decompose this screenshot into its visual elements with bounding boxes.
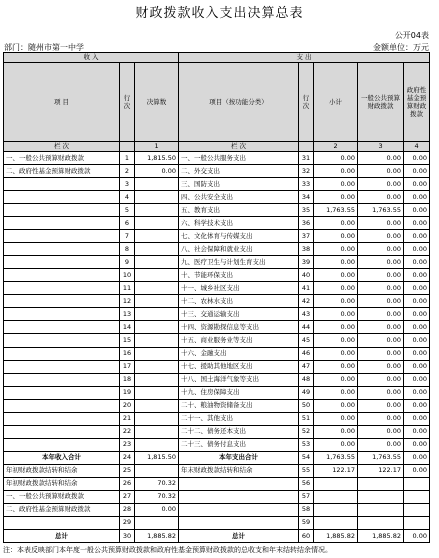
subtotal-value: 1,885.82 bbox=[314, 529, 358, 542]
income-item: 年初财政拨款结转和结余 bbox=[4, 477, 120, 490]
subtotal-value: 0.00 bbox=[314, 256, 358, 269]
income-line-no: 14 bbox=[120, 321, 135, 334]
income-amount bbox=[135, 295, 179, 308]
form-code: 公开04表 bbox=[394, 31, 429, 40]
subtotal-value: 0.00 bbox=[314, 334, 358, 347]
subtotal-value: 0.00 bbox=[314, 295, 358, 308]
expense-line-no: 48 bbox=[299, 373, 314, 386]
income-item bbox=[4, 373, 120, 386]
expense-item: 十八、国土海洋气象等支出 bbox=[179, 373, 299, 386]
table-row bbox=[4, 269, 430, 282]
income-amount bbox=[135, 308, 179, 321]
table-row bbox=[4, 386, 430, 399]
subtotal-value: 0.00 bbox=[314, 386, 358, 399]
expense-item: 总计 bbox=[179, 529, 299, 542]
table-row bbox=[4, 204, 430, 217]
expense-item: 八、社会保障和就业支出 bbox=[179, 243, 299, 256]
income-amount bbox=[135, 217, 179, 230]
income-amount bbox=[135, 178, 179, 191]
subtotal-value: 0.00 bbox=[314, 269, 358, 282]
subtotal-value: 0.00 bbox=[314, 152, 358, 165]
income-item bbox=[4, 321, 120, 334]
col-2: 2 bbox=[314, 141, 358, 151]
income-amount bbox=[135, 334, 179, 347]
subtotal-value: 0.00 bbox=[314, 399, 358, 412]
income-line-no: 16 bbox=[120, 347, 135, 360]
income-line-no: 5 bbox=[120, 204, 135, 217]
subtotal-value: 0.00 bbox=[314, 360, 358, 373]
gov-fund-value: 0.00 bbox=[404, 295, 430, 308]
income-item bbox=[4, 269, 120, 282]
income-item bbox=[4, 230, 120, 243]
income-amount bbox=[135, 438, 179, 451]
subtotal-value: 0.00 bbox=[314, 425, 358, 438]
subtotal-value: 0.00 bbox=[314, 217, 358, 230]
budget-table bbox=[3, 52, 430, 543]
expense-item: 二十三、债务付息支出 bbox=[179, 438, 299, 451]
gov-fund-value: 0.00 bbox=[404, 191, 430, 204]
table-row bbox=[4, 412, 430, 425]
table-row bbox=[4, 243, 430, 256]
table-row bbox=[4, 295, 430, 308]
general-budget-value: 0.00 bbox=[358, 243, 404, 256]
expense-line-no: 33 bbox=[299, 178, 314, 191]
table-row bbox=[4, 477, 430, 490]
income-line-header: 行次 bbox=[120, 63, 135, 142]
expense-item bbox=[179, 516, 299, 529]
income-amount bbox=[135, 386, 179, 399]
income-amount bbox=[135, 191, 179, 204]
expense-line-no: 41 bbox=[299, 282, 314, 295]
subtotal-value: 1,763.55 bbox=[314, 451, 358, 464]
expense-item: 十二、农林水支出 bbox=[179, 295, 299, 308]
general-budget-value: 0.00 bbox=[358, 425, 404, 438]
subtotal-value: 0.00 bbox=[314, 373, 358, 386]
column-label-left: 栏 次 bbox=[4, 141, 120, 151]
expense-line-no: 51 bbox=[299, 412, 314, 425]
table-row bbox=[4, 516, 430, 529]
general-budget-value: 0.00 bbox=[358, 360, 404, 373]
expense-item bbox=[179, 490, 299, 503]
expense-item: 二十、粮油物资储备支出 bbox=[179, 399, 299, 412]
income-item: 二、政府性基金预算财政拨款 bbox=[4, 503, 120, 516]
expense-item bbox=[179, 477, 299, 490]
gov-fund-value: 0.00 bbox=[404, 321, 430, 334]
table-row bbox=[4, 438, 430, 451]
expense-line-no: 34 bbox=[299, 191, 314, 204]
subtotal-value: 0.00 bbox=[314, 321, 358, 334]
income-amount bbox=[135, 282, 179, 295]
income-amount: 70.32 bbox=[135, 477, 179, 490]
gov-fund-value: 0.00 bbox=[404, 269, 430, 282]
expense-line-no: 53 bbox=[299, 438, 314, 451]
subtotal-value: 0.00 bbox=[314, 308, 358, 321]
gov-fund-value: 0.00 bbox=[404, 347, 430, 360]
income-item: 一、一般公共预算财政拨款 bbox=[4, 490, 120, 503]
expense-item: 二十一、其他支出 bbox=[179, 412, 299, 425]
income-amount bbox=[135, 425, 179, 438]
income-item: 一、一般公共预算财政拨款 bbox=[4, 152, 120, 165]
gov-fund-value: 0.00 bbox=[404, 204, 430, 217]
expense-line-no: 36 bbox=[299, 217, 314, 230]
income-item bbox=[4, 334, 120, 347]
income-line-no: 27 bbox=[120, 490, 135, 503]
expense-line-no: 45 bbox=[299, 334, 314, 347]
expense-line-no: 59 bbox=[299, 516, 314, 529]
subtotal-value: 1,763.55 bbox=[314, 204, 358, 217]
expense-item: 年末财政拨款结转和结余 bbox=[179, 464, 299, 477]
subtotal-value bbox=[314, 477, 358, 490]
table-row bbox=[4, 165, 430, 178]
table-row bbox=[4, 334, 430, 347]
income-line-no: 1 bbox=[120, 152, 135, 165]
expense-item: 十六、金融支出 bbox=[179, 347, 299, 360]
expense-line-header: 行次 bbox=[299, 63, 314, 142]
expense-item: 二十二、债务还本支出 bbox=[179, 425, 299, 438]
income-amount bbox=[135, 321, 179, 334]
general-budget-value bbox=[358, 477, 404, 490]
subtotal-value: 0.00 bbox=[314, 243, 358, 256]
col-1: 1 bbox=[135, 141, 179, 151]
income-line-no: 11 bbox=[120, 282, 135, 295]
expense-line-no: 32 bbox=[299, 165, 314, 178]
general-budget-value bbox=[358, 490, 404, 503]
expense-line-no: 50 bbox=[299, 399, 314, 412]
gov-fund-value: 0.00 bbox=[404, 178, 430, 191]
gov-fund-value: 0.00 bbox=[404, 425, 430, 438]
income-line-no: 21 bbox=[120, 412, 135, 425]
income-item bbox=[4, 282, 120, 295]
table-row bbox=[4, 360, 430, 373]
income-item bbox=[4, 191, 120, 204]
income-amount: 70.32 bbox=[135, 490, 179, 503]
page-title: 财政拨款收入支出决算总表 bbox=[135, 6, 304, 21]
subtotal-value bbox=[314, 503, 358, 516]
income-amount bbox=[135, 269, 179, 282]
income-item bbox=[4, 204, 120, 217]
income-line-no: 13 bbox=[120, 308, 135, 321]
general-budget-value: 1,763.55 bbox=[358, 451, 404, 464]
expense-line-no: 39 bbox=[299, 256, 314, 269]
income-line-no: 2 bbox=[120, 165, 135, 178]
gov-fund-value: 0.00 bbox=[404, 529, 430, 542]
income-item bbox=[4, 399, 120, 412]
expense-line-no: 55 bbox=[299, 464, 314, 477]
general-budget-value bbox=[358, 503, 404, 516]
income-amount bbox=[135, 412, 179, 425]
expense-line-no: 54 bbox=[299, 451, 314, 464]
income-amount: 1,885.82 bbox=[135, 529, 179, 542]
gov-fund-value: 0.00 bbox=[404, 282, 430, 295]
income-line-no: 29 bbox=[120, 516, 135, 529]
expense-item: 十三、交通运输支出 bbox=[179, 308, 299, 321]
income-item bbox=[4, 347, 120, 360]
income-amount bbox=[135, 347, 179, 360]
general-budget-value: 0.00 bbox=[358, 308, 404, 321]
income-line-no: 25 bbox=[120, 464, 135, 477]
income-item: 本年收入合计 bbox=[4, 451, 120, 464]
general-budget-value: 0.00 bbox=[358, 399, 404, 412]
expense-header: 支 出 bbox=[179, 53, 430, 63]
income-item bbox=[4, 386, 120, 399]
income-line-no: 17 bbox=[120, 360, 135, 373]
table-row bbox=[4, 256, 430, 269]
expense-line-no: 35 bbox=[299, 204, 314, 217]
expense-item: 九、医疗卫生与计划生育支出 bbox=[179, 256, 299, 269]
subtotal-value bbox=[314, 516, 358, 529]
expense-item: 五、教育支出 bbox=[179, 204, 299, 217]
income-header: 收 入 bbox=[4, 53, 179, 63]
expense-line-no: 57 bbox=[299, 490, 314, 503]
expense-item: 六、科学技术支出 bbox=[179, 217, 299, 230]
gov-fund-value bbox=[404, 516, 430, 529]
gov-fund-value: 0.00 bbox=[404, 360, 430, 373]
table-row bbox=[4, 464, 430, 477]
table-row bbox=[4, 347, 430, 360]
table-row bbox=[4, 399, 430, 412]
income-item bbox=[4, 178, 120, 191]
expense-line-no: 38 bbox=[299, 243, 314, 256]
table-row bbox=[4, 321, 430, 334]
gov-fund-value: 0.00 bbox=[404, 165, 430, 178]
income-line-no: 28 bbox=[120, 503, 135, 516]
subtotal-value: 0.00 bbox=[314, 438, 358, 451]
table-row bbox=[4, 425, 430, 438]
expense-line-no: 44 bbox=[299, 321, 314, 334]
income-item bbox=[4, 360, 120, 373]
expense-line-no: 42 bbox=[299, 295, 314, 308]
expense-item: 二、外交支出 bbox=[179, 165, 299, 178]
general-budget-value: 0.00 bbox=[358, 386, 404, 399]
table-row bbox=[4, 451, 430, 464]
income-amount bbox=[135, 399, 179, 412]
expense-line-no: 46 bbox=[299, 347, 314, 360]
general-budget-value: 0.00 bbox=[358, 334, 404, 347]
income-amount bbox=[135, 464, 179, 477]
income-amount: 1,815.50 bbox=[135, 451, 179, 464]
expense-item: 十七、援助其他地区支出 bbox=[179, 360, 299, 373]
expense-line-no: 56 bbox=[299, 477, 314, 490]
table-row bbox=[4, 152, 430, 165]
income-amount bbox=[135, 230, 179, 243]
income-item bbox=[4, 256, 120, 269]
final-amount-header: 决算数 bbox=[135, 63, 179, 142]
income-item: 总计 bbox=[4, 529, 120, 542]
income-line-no: 3 bbox=[120, 178, 135, 191]
gov-fund-value: 0.00 bbox=[404, 243, 430, 256]
income-line-no: 19 bbox=[120, 386, 135, 399]
subtotal-value: 0.00 bbox=[314, 412, 358, 425]
unit-label: 金额单位：万元 bbox=[373, 43, 429, 52]
general-budget-value: 0.00 bbox=[358, 282, 404, 295]
general-budget-value: 0.00 bbox=[358, 438, 404, 451]
expense-item: 十四、资源勘探信息等支出 bbox=[179, 321, 299, 334]
table-row bbox=[4, 373, 430, 386]
general-budget-value: 0.00 bbox=[358, 152, 404, 165]
general-budget-value: 0.00 bbox=[358, 295, 404, 308]
table-row bbox=[4, 230, 430, 243]
gov-fund-value: 0.00 bbox=[404, 256, 430, 269]
general-budget-header: 一般公共预算财政拨款 bbox=[358, 63, 404, 142]
footnote: 注：本表反映部门本年度一般公共预算财政拨款和政府性基金预算财政拨款的总收支和年末结转结余情况。 bbox=[3, 546, 332, 554]
gov-fund-value bbox=[404, 503, 430, 516]
gov-fund-header: 政府性基金预算财政拨款 bbox=[404, 63, 430, 142]
table-row bbox=[4, 217, 430, 230]
income-line-no: 9 bbox=[120, 256, 135, 269]
expense-line-no: 31 bbox=[299, 152, 314, 165]
income-line-no: 18 bbox=[120, 373, 135, 386]
subtotal-value: 0.00 bbox=[314, 282, 358, 295]
subtotal-value: 0.00 bbox=[314, 178, 358, 191]
table-row bbox=[4, 178, 430, 191]
gov-fund-value: 0.00 bbox=[404, 308, 430, 321]
income-line-no: 20 bbox=[120, 399, 135, 412]
income-item bbox=[4, 217, 120, 230]
expense-item: 四、公共安全支出 bbox=[179, 191, 299, 204]
subtotal-header: 小计 bbox=[314, 63, 358, 142]
expense-item: 一、一般公共服务支出 bbox=[179, 152, 299, 165]
general-budget-value: 0.00 bbox=[358, 191, 404, 204]
general-budget-value: 0.00 bbox=[358, 269, 404, 282]
expense-line-no: 49 bbox=[299, 386, 314, 399]
income-line-no: 15 bbox=[120, 334, 135, 347]
gov-fund-value: 0.00 bbox=[404, 373, 430, 386]
gov-fund-value: 0.00 bbox=[404, 230, 430, 243]
income-line-no: 10 bbox=[120, 269, 135, 282]
subtotal-value: 0.00 bbox=[314, 165, 358, 178]
gov-fund-value: 0.00 bbox=[404, 386, 430, 399]
income-item: 二、政府性基金预算财政拨款 bbox=[4, 165, 120, 178]
col-3: 3 bbox=[358, 141, 404, 151]
general-budget-value: 0.00 bbox=[358, 165, 404, 178]
general-budget-value: 1,885.82 bbox=[358, 529, 404, 542]
gov-fund-value: 0.00 bbox=[404, 451, 430, 464]
expense-item: 十五、商业服务业等支出 bbox=[179, 334, 299, 347]
income-amount: 0.00 bbox=[135, 165, 179, 178]
income-line-no: 24 bbox=[120, 451, 135, 464]
general-budget-value bbox=[358, 516, 404, 529]
income-line-no: 8 bbox=[120, 243, 135, 256]
general-budget-value: 0.00 bbox=[358, 256, 404, 269]
income-amount bbox=[135, 360, 179, 373]
income-item bbox=[4, 516, 120, 529]
income-item bbox=[4, 295, 120, 308]
expense-line-no: 47 bbox=[299, 360, 314, 373]
expense-item-header: 项目（按功能分类） bbox=[179, 63, 299, 142]
general-budget-value: 122.17 bbox=[358, 464, 404, 477]
col-4: 4 bbox=[404, 141, 430, 151]
gov-fund-value: 0.00 bbox=[404, 438, 430, 451]
general-budget-value: 0.00 bbox=[358, 230, 404, 243]
income-amount bbox=[135, 243, 179, 256]
income-amount bbox=[135, 373, 179, 386]
income-line-no: 7 bbox=[120, 230, 135, 243]
expense-line-no: 40 bbox=[299, 269, 314, 282]
table-row bbox=[4, 529, 430, 542]
subtotal-value: 122.17 bbox=[314, 464, 358, 477]
table-row bbox=[4, 308, 430, 321]
income-item bbox=[4, 308, 120, 321]
table-row bbox=[4, 282, 430, 295]
expense-line-no: 60 bbox=[299, 529, 314, 542]
income-line-no: 23 bbox=[120, 438, 135, 451]
income-item: 年初财政拨款结转和结余 bbox=[4, 464, 120, 477]
income-line-no: 30 bbox=[120, 529, 135, 542]
expense-line-no: 37 bbox=[299, 230, 314, 243]
general-budget-value: 0.00 bbox=[358, 347, 404, 360]
expense-item: 三、国防支出 bbox=[179, 178, 299, 191]
income-line-no: 6 bbox=[120, 217, 135, 230]
subtotal-value: 0.00 bbox=[314, 191, 358, 204]
column-label-right: 栏 次 bbox=[179, 141, 299, 151]
gov-fund-value: 0.00 bbox=[404, 217, 430, 230]
general-budget-value: 0.00 bbox=[358, 373, 404, 386]
general-budget-value: 0.00 bbox=[358, 178, 404, 191]
expense-line-no: 58 bbox=[299, 503, 314, 516]
income-amount bbox=[135, 256, 179, 269]
income-line-no: 12 bbox=[120, 295, 135, 308]
expense-item: 十一、城乡社区支出 bbox=[179, 282, 299, 295]
table-row bbox=[4, 191, 430, 204]
expense-item: 十九、住房保障支出 bbox=[179, 386, 299, 399]
gov-fund-value: 0.00 bbox=[404, 334, 430, 347]
general-budget-value: 0.00 bbox=[358, 217, 404, 230]
subtotal-value: 0.00 bbox=[314, 230, 358, 243]
income-line-no: 26 bbox=[120, 477, 135, 490]
expense-item bbox=[179, 503, 299, 516]
expense-item: 七、文化体育与传媒支出 bbox=[179, 230, 299, 243]
income-item bbox=[4, 243, 120, 256]
income-amount: 1,815.50 bbox=[135, 152, 179, 165]
income-item bbox=[4, 438, 120, 451]
general-budget-value: 1,763.55 bbox=[358, 204, 404, 217]
gov-fund-value: 0.00 bbox=[404, 399, 430, 412]
general-budget-value: 0.00 bbox=[358, 412, 404, 425]
general-budget-value: 0.00 bbox=[358, 321, 404, 334]
income-line-no: 22 bbox=[120, 425, 135, 438]
expense-line-no: 52 bbox=[299, 425, 314, 438]
table-row bbox=[4, 490, 430, 503]
income-item bbox=[4, 425, 120, 438]
expense-line-no: 43 bbox=[299, 308, 314, 321]
income-amount bbox=[135, 516, 179, 529]
department-label: 部门：随州市第一中学 bbox=[4, 43, 84, 52]
gov-fund-value bbox=[404, 490, 430, 503]
gov-fund-value: 0.00 bbox=[404, 412, 430, 425]
gov-fund-value bbox=[404, 477, 430, 490]
income-item-header: 项 目 bbox=[4, 63, 120, 142]
expense-item: 本年支出合计 bbox=[179, 451, 299, 464]
income-amount bbox=[135, 204, 179, 217]
subtotal-value bbox=[314, 490, 358, 503]
gov-fund-value: 0.00 bbox=[404, 464, 430, 477]
income-amount: 0.00 bbox=[135, 503, 179, 516]
income-item bbox=[4, 412, 120, 425]
table-row bbox=[4, 503, 430, 516]
income-line-no: 4 bbox=[120, 191, 135, 204]
subtotal-value: 0.00 bbox=[314, 347, 358, 360]
expense-item: 十、节能环保支出 bbox=[179, 269, 299, 282]
gov-fund-value: 0.00 bbox=[404, 152, 430, 165]
